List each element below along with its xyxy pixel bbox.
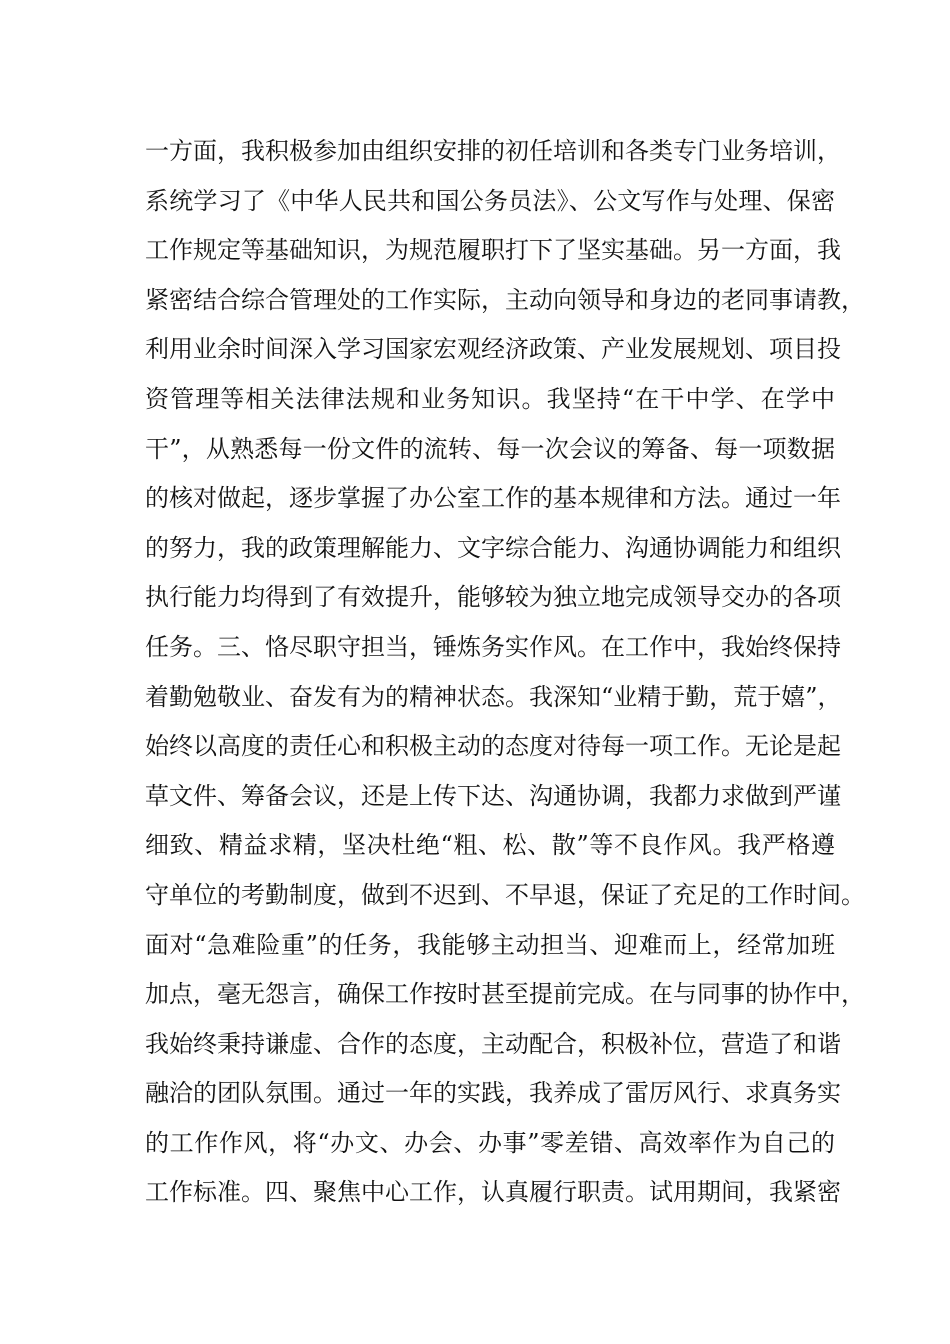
text-line-3: 工作规定等基础知识，为规范履职打下了坚实基础。另一方面，我 xyxy=(145,236,841,265)
text-line-14: 草文件、筹备会议，还是上传下达、沟通协调，我都力求做到严谨 xyxy=(145,781,841,810)
text-line-17: 面对“急难险重”的任务，我能够主动担当、迎难而上，经常加班 xyxy=(145,930,835,959)
text-line-20: 融洽的团队氛围。通过一年的实践，我养成了雷厉风行、求真务实 xyxy=(145,1079,841,1108)
text-line-22: 工作标准。四、聚焦中心工作，认真履行职责。试用期间，我紧密 xyxy=(145,1178,841,1207)
text-line-16: 守单位的考勤制度，做到不迟到、不早退，保证了充足的工作时间。 xyxy=(145,880,865,909)
text-line-9: 的努力，我的政策理解能力、文字综合能力、沟通协调能力和组织 xyxy=(145,533,841,562)
text-line-19: 我始终秉持谦虚、合作的态度，主动配合，积极补位，营造了和谐 xyxy=(145,1029,841,1058)
body-text xyxy=(145,131,865,1222)
text-line-13: 始终以高度的责任心和积极主动的态度对待每一项工作。无论是起 xyxy=(145,732,841,761)
text-line-11: 任务。三、恪尽职守担当，锤炼务实作风。在工作中，我始终保持 xyxy=(145,632,841,661)
text-line-12: 着勤勉敬业、奋发有为的精神状态。我深知“业精于勤，荒于嬉”， xyxy=(145,682,842,711)
text-line-15: 细致、精益求精，坚决杜绝“粗、松、散”等不良作风。我严格遵 xyxy=(145,831,835,860)
text-line-5: 利用业余时间深入学习国家宏观经济政策、产业发展规划、项目投 xyxy=(145,335,841,364)
text-line-8: 的核对做起，逐步掌握了办公室工作的基本规律和方法。通过一年 xyxy=(145,484,841,513)
text-line-18: 加点，毫无怨言，确保工作按时甚至提前完成。在与同事的协作中， xyxy=(145,980,865,1009)
text-line-2: 系统学习了《中华人民共和国公务员法》、公文写作与处理、保密 xyxy=(145,186,835,215)
text-line-6: 资管理等相关法律法规和业务知识。我坚持“在干中学、在学中 xyxy=(145,384,835,413)
text-line-10: 执行能力均得到了有效提升，能够较为独立地完成领导交办的各项 xyxy=(145,583,841,612)
text-line-7: 干”，从熟悉每一份文件的流转、每一次会议的筹备、每一项数据 xyxy=(145,434,835,463)
text-line-1: 一方面，我积极参加由组织安排的初任培训和各类专门业务培训， xyxy=(145,137,841,165)
text-line-4: 紧密结合综合管理处的工作实际，主动向领导和身边的老同事请教， xyxy=(145,285,865,314)
text-line-21: 的工作作风，将“办文、办会、办事”零差错、高效率作为自己的 xyxy=(145,1128,835,1157)
